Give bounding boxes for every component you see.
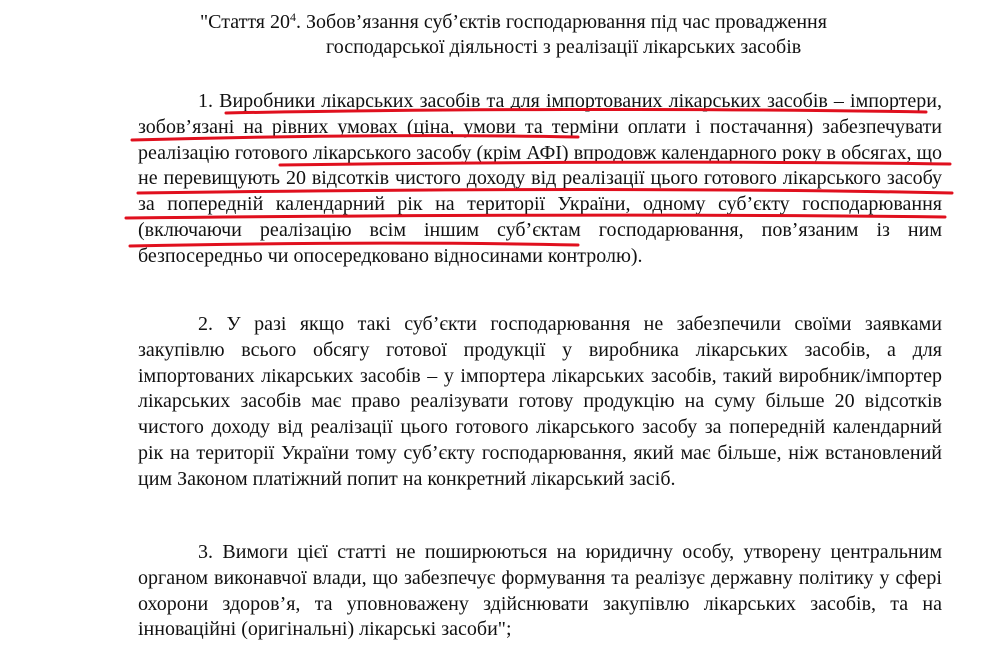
underlined-phrase-sales-limit: забезпечувати реалізацію готового лікарського засобу (крім АФІ) впродовж календарного року в обсягах, що не перевищують 20 відсотків чистого доходу від реалізації цього готового лікарського засобу за попередній календарний рік на території України, — [138, 115, 943, 216]
paragraph-1-text-b: (ціна, умови та терміни оплати і постачання) — [397, 115, 823, 138]
paragraph-1-text-a: – — [827, 90, 851, 112]
article-heading-line-1 — [200, 10, 827, 35]
article-heading-prefix: "Стаття 20 — [200, 11, 290, 33]
article-heading-rest: . Зобов’язання суб’єктів господарювання під час провадження — [296, 11, 827, 33]
article-heading-line-2: господарської діяльності з реалізації лікарських засобів — [326, 36, 802, 58]
paragraph-1-text-c: одному суб’єкту господарювання (включаючи реалізацію всім іншим суб’єктам господарювання, пов’язаним із ним безпосередньо чи опосередковано відносинами контролю). — [138, 193, 943, 267]
underlined-phrase-producers: Виробники лікарських засобів та для імпортованих лікарських засобів — [219, 90, 828, 112]
paragraph-3: 3. Вимоги цієї статті не поширюються на юридичну особу, утворену центральним органом виконавчої влади, що забезпечує формування та реалізує державну політику у сфері охорони здоров’я, та уповноважену здійснювати закупівлю лікарських засобів, та на інноваційні (оригінальні) лікарські засоби"; — [138, 541, 942, 641]
paragraph-1 — [138, 89, 942, 270]
paragraph-1-number: 1. — [198, 90, 220, 112]
article-heading-superscript: 4 — [290, 10, 296, 24]
underlined-phrase-importers: імпортери, зобов’язані на рівних умовах — [138, 90, 943, 138]
paragraph-2: 2. У разі якщо такі суб’єкти господарювання не забезпечили своїми заявками закупівлю всього обсягу готової продукції у виробника лікарських засобів, а для імпортованих лікарських засобів – у імпортера лікарських засобів, такий виробник/імпортер лікарських засобів має право реалізувати готову продукцію на суму більше 20 відсотків чистого доходу від реалізації цього готового лікарського засобу за попередній календарний рік на території України тому суб’єкту господарювання, який має більше, ніж встановлений цим Законом платіжний попит на конкретний лікарський засіб. — [138, 313, 942, 490]
